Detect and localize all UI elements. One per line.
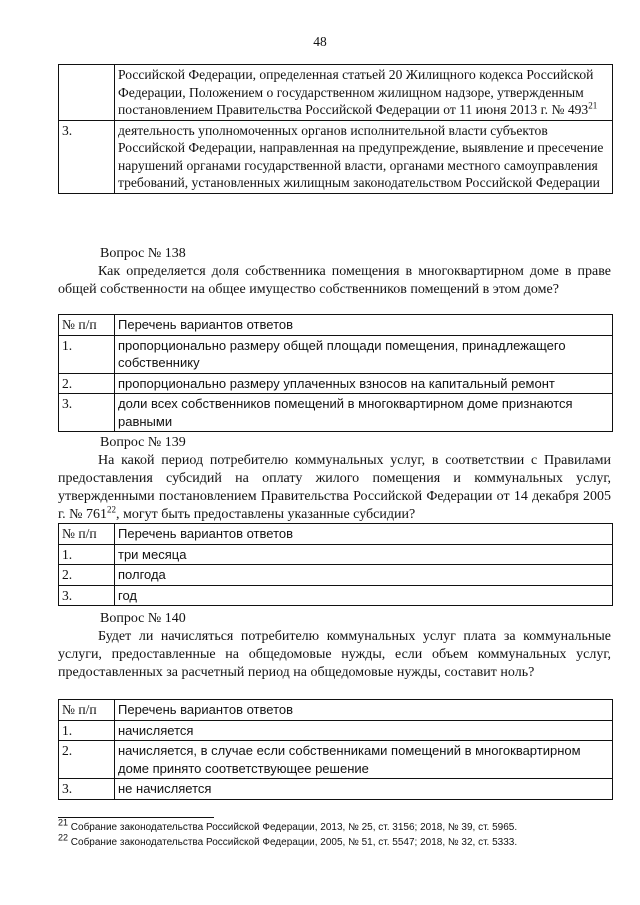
column-header-number: № п/п (59, 524, 115, 545)
table-row (59, 65, 613, 121)
answer-option: не начисляется (115, 779, 613, 800)
answer-text: Российской Федерации, определенная статьей 20 Жилищного кодекса Российской Федерации, Положением о государственном жилищном надзоре, утвержденным постановлением Правительства Российской Федерации от 11 июня 2013 г. № $493^{21}$ (115, 65, 613, 121)
question-140-answers-table (58, 699, 613, 800)
row-number: 1. (59, 544, 115, 565)
question-138-answers-table (58, 314, 613, 432)
table-row (59, 544, 613, 565)
question-138-title: Вопрос № 138 (100, 246, 186, 261)
column-header-answers: Перечень вариантов ответов (115, 315, 613, 336)
answer-option: доли всех собственников помещений в многоквартирном доме признаются равными (115, 394, 613, 432)
question-139-text: На какой период потребителю коммунальных услуг, в соответствии с Правилами предоставления субсидий на оплату жилого помещения и коммунальных услуг, утвержденными постановлением Правительства Российской Федерации от 14 декабря 2005 г. № $761^{22}$, могут быть предоставлены указанные субсидии? (58, 453, 611, 522)
question-140-text: Будет ли начисляться потребителю коммунальных услуг плата за коммунальные услуги, предоставленные на общедомовые нужды, если объем коммунальных услуг, предоставленных за расчетный период на общедомовые нужды, составит ноль? (58, 629, 611, 680)
answer-text: деятельность уполномоченных органов исполнительной власти субъектов Российской Федерации, направленная на предупреждение, выявление и пресечение нарушений органами государственной власти, органами местного самоуправления требований, установленных жилищным законодательством Российской Федерации (115, 120, 613, 193)
question-138-text: Как определяется доля собственника помещения в многоквартирном доме в праве общей собственности на общее имущество собственников помещений в этом доме? (58, 264, 611, 297)
answer-option: начисляется, в случае если собственниками помещений в многоквартирном доме принято соответствующее решение (115, 741, 613, 779)
row-number: 1. (59, 720, 115, 741)
continued-answer-table (58, 64, 613, 194)
answer-option: пропорционально размеру уплаченных взносов на капитальный ремонт (115, 373, 613, 394)
answer-option: полгода (115, 565, 613, 586)
question-139-title: Вопрос № 139 (100, 435, 186, 450)
table-row (59, 394, 613, 432)
table-row (59, 741, 613, 779)
footnote-22: $^{22}$ Собрание законодательства Российской Федерации, 2005, № 51, ст. 5547; 2018, № 32, ст. 5333. (58, 832, 518, 848)
row-number: 2. (59, 373, 115, 394)
column-header-number: № п/п (59, 700, 115, 721)
answer-option: начисляется (115, 720, 613, 741)
table-row (59, 585, 613, 606)
row-number: 3. (59, 585, 115, 606)
table-row (59, 565, 613, 586)
table-row (59, 120, 613, 193)
row-number: 2. (59, 565, 115, 586)
row-number: 3. (59, 394, 115, 432)
answer-option: пропорционально размеру общей площади помещения, принадлежащего собственнику (115, 335, 613, 373)
answer-option: три месяца (115, 544, 613, 565)
table-row (59, 335, 613, 373)
answer-option: год (115, 585, 613, 606)
footnote-ref: 22 (107, 504, 117, 515)
question-139-answers-table (58, 523, 613, 606)
row-number: 3. (59, 120, 115, 193)
column-header-answers: Перечень вариантов ответов (115, 700, 613, 721)
page-number: 48 (313, 34, 327, 49)
column-header-answers: Перечень вариантов ответов (115, 524, 613, 545)
table-row (59, 373, 613, 394)
table-header-row (59, 315, 613, 336)
footnote-ref: 21 (588, 100, 598, 111)
table-header-row (59, 700, 613, 721)
footnote-21: $^{21}$ Собрание законодательства Российской Федерации, 2013, № 25, ст. 3156; 2018, № 39, ст. 5965. (58, 817, 518, 833)
table-row (59, 779, 613, 800)
table-header-row (59, 524, 613, 545)
row-number: 1. (59, 335, 115, 373)
footnote-divider (58, 817, 214, 818)
row-number: 2. (59, 741, 115, 779)
table-row (59, 720, 613, 741)
row-number: 3. (59, 779, 115, 800)
question-140-title: Вопрос № 140 (100, 611, 186, 626)
row-number (59, 65, 115, 121)
column-header-number: № п/п (59, 315, 115, 336)
